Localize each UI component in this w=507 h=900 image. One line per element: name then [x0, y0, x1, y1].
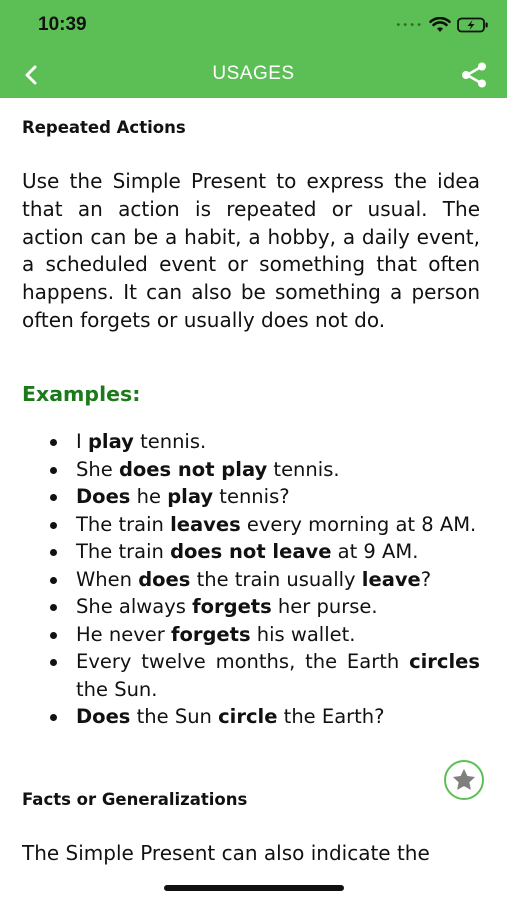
example-text: the Sun. — [76, 677, 158, 701]
example-item — [76, 621, 480, 649]
example-text: I — [76, 430, 88, 453]
example-text: the Earth? — [277, 705, 385, 728]
example-text: the Sun — [130, 705, 219, 728]
example-item — [76, 428, 480, 456]
status-icons — [395, 16, 489, 34]
page-title: USAGES — [212, 63, 295, 84]
example-keyword: Does — [76, 705, 131, 728]
example-keyword: forgets — [170, 622, 251, 646]
section-paragraph-start: The Simple Present can also indicate the — [22, 841, 430, 865]
section-heading-repeated-actions: Repeated Actions — [22, 118, 186, 137]
example-item — [76, 703, 480, 731]
example-text: When — [76, 567, 139, 591]
example-item — [76, 648, 480, 703]
example-text: tennis. — [267, 457, 340, 481]
example-item — [76, 456, 480, 484]
example-keyword: play — [167, 485, 214, 508]
signal-icon: •••• — [395, 19, 423, 31]
section-paragraph: Use the Simple Present to express the idea that an action is repeated or usual. The action can be a habit, a hobby, a daily event, a scheduled event or something that often happens. It can also be something a person often forgets or usually does not do. — [22, 169, 480, 332]
example-text: Every twelve months, the Earth — [76, 650, 410, 673]
examples-heading: Examples: — [22, 382, 141, 406]
share-icon — [459, 60, 489, 90]
example-item — [76, 483, 480, 511]
example-item — [76, 538, 480, 566]
example-keyword: leaves — [170, 512, 241, 536]
section-heading-facts: Facts or Generalizations — [22, 790, 248, 809]
examples-list — [22, 428, 480, 731]
example-text: his wallet. — [250, 622, 356, 646]
example-keyword: play — [87, 430, 134, 453]
home-indicator — [164, 885, 344, 891]
example-text: She always — [76, 595, 193, 618]
status-time: 10:39 — [38, 14, 87, 35]
example-item — [76, 511, 480, 539]
battery-charging-icon — [457, 17, 489, 33]
example-keyword: circles — [409, 650, 480, 673]
example-text: He never — [76, 622, 171, 646]
example-item — [76, 566, 480, 594]
example-text: at 9 AM. — [331, 540, 419, 563]
example-keyword: forgets — [192, 595, 272, 618]
example-text: he — [130, 485, 168, 508]
example-text: every morning at 8 AM. — [240, 512, 477, 536]
example-keyword: does — [138, 567, 191, 591]
example-item — [76, 593, 480, 621]
example-keyword: leave — [361, 567, 421, 591]
example-keyword: Does — [76, 485, 131, 508]
example-text: ? — [420, 567, 432, 591]
app-header — [0, 0, 507, 98]
example-keyword: does not play — [118, 457, 268, 481]
example-text: The train — [76, 512, 171, 536]
example-keyword: circle — [218, 705, 278, 728]
example-keyword: does not leave — [170, 540, 332, 563]
wifi-icon — [429, 17, 451, 33]
example-text: her purse. — [271, 595, 378, 618]
star-icon — [450, 766, 478, 794]
example-text: She — [76, 457, 119, 481]
example-text: The train — [76, 540, 171, 563]
example-text: tennis? — [213, 485, 290, 508]
example-text: the train usually — [190, 567, 362, 591]
favorite-button[interactable] — [444, 760, 484, 800]
share-button[interactable] — [459, 60, 489, 90]
example-text: tennis. — [133, 430, 207, 453]
